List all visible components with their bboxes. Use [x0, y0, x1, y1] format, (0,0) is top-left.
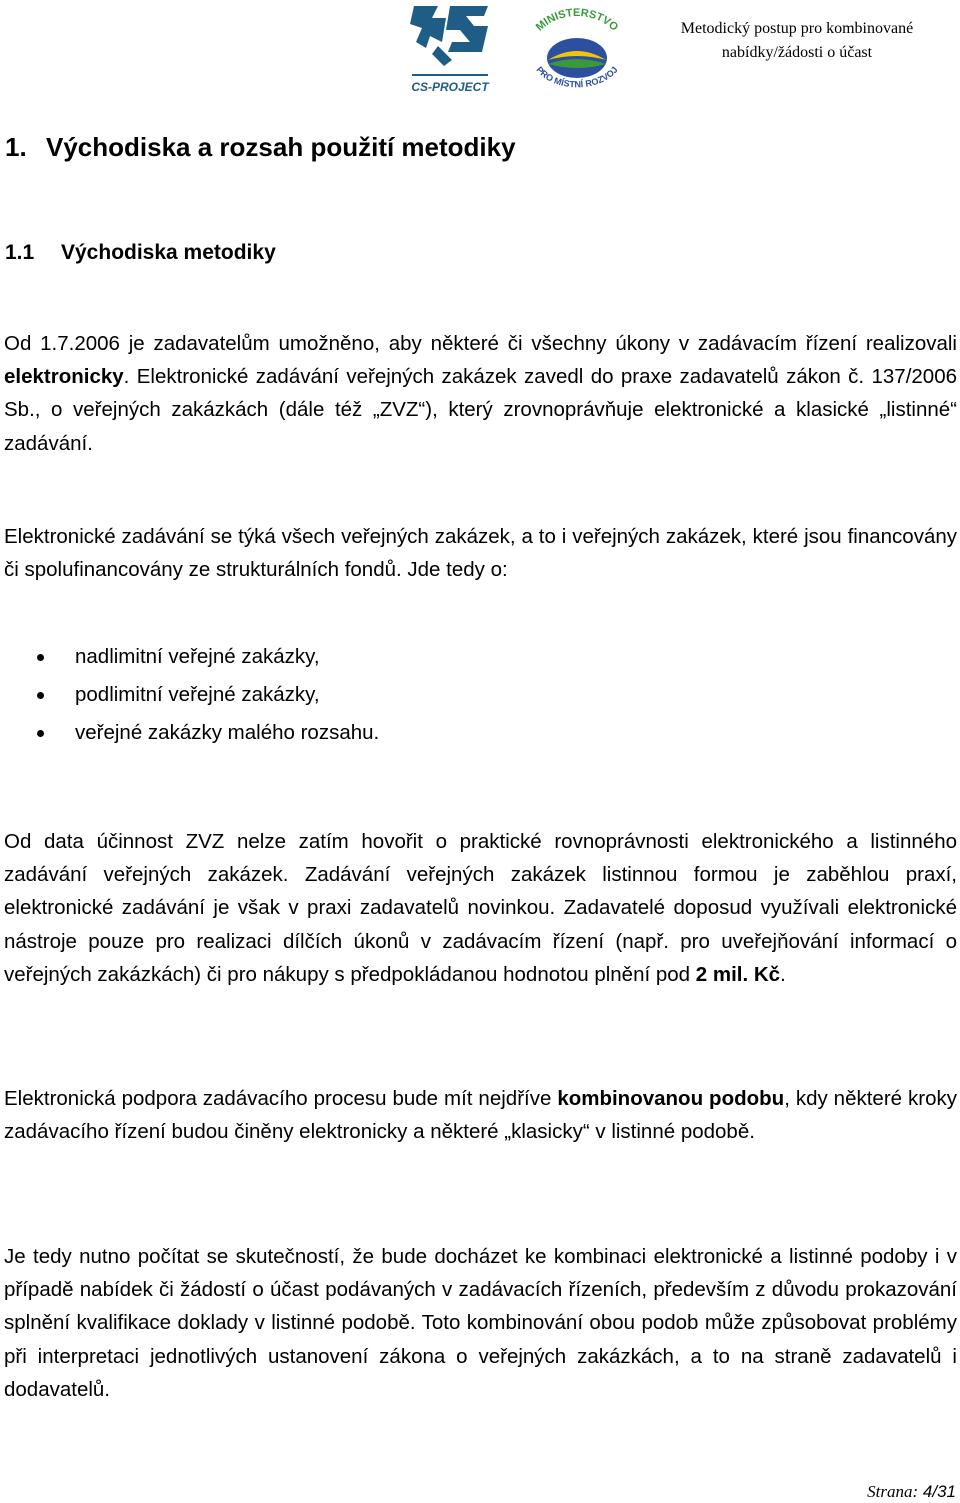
list-item: veřejné zakázky malého rozsahu. [0, 716, 900, 754]
subsection-heading [5, 238, 276, 268]
paragraph-4: Elektronická podpora zadávacího procesu bude mít nejdříve kombinovanou podobu, kdy některé kroky zadávacího řízení budou činěny elektronicky a některé „klasicky“ v listinné podobě. [4, 1087, 957, 1144]
section-title: Východiska a rozsah použití metodiky [46, 132, 516, 162]
document-title [662, 17, 932, 65]
page-number: 4/31 [922, 1482, 956, 1501]
list-item: podlimitní veřejné zakázky, [0, 678, 900, 716]
page-label: Strana: [867, 1482, 919, 1501]
document-title-line2: nabídky/žádosti o účast [721, 44, 873, 61]
bullet-list [0, 640, 900, 754]
page-header [0, 0, 960, 100]
bullet-icon [37, 654, 44, 661]
paragraph-2: Elektronické zadávání se týká všech veřejných zakázek, a to i veřejných zakázek, které jsou financovány či spolufinancovány ze strukturálních fondů. Jde tedy o: [4, 525, 957, 582]
section-heading [5, 129, 516, 165]
svg-text:CS-PROJECT: CS-PROJECT [411, 80, 489, 94]
list-item: nadlimitní veřejné zakázky, [0, 640, 900, 678]
ministry-logo [518, 4, 636, 94]
svg-text:MINISTERSTVO: MINISTERSTVO [533, 6, 621, 34]
svg-text:PRO MÍSTNÍ ROZVOJ: PRO MÍSTNÍ ROZVOJ [534, 64, 620, 90]
page-footer [867, 1481, 956, 1503]
document-title-line1: Metodický postup pro kombinované [680, 20, 914, 37]
bullet-icon [37, 692, 44, 699]
subsection-number: 1.1 [5, 241, 35, 264]
bullet-icon [37, 730, 44, 737]
section-number: 1. [5, 132, 27, 162]
paragraph-1: Od 1.7.2006 je zadavatelům umožněno, aby některé či všechny úkony v zadávacím řízení realizovali elektronicky. Elektronické zadávání veřejných zakázek zavedl do praxe zadavatelů zákon č. 137/2006 Sb., o veřejných zakázkách (dále též „ZVZ“), který zrovnoprávňuje elektronické a klasické „listinné“ zadávání. [4, 332, 957, 455]
subsection-title: Východiska metodiky [61, 241, 276, 264]
paragraph-3: Od data účinnost ZVZ nelze zatím hovořit o praktické rovnoprávnosti elektronického a listinného zadávání veřejných zakázek. Zadávání veřejných zakázek listinnou formou je zaběhlou praxí, elektronické zadávání je však v praxi zadavatelů novinkou. Zadavatelé doposud využívali elektronické nástroje pouze pro realizaci dílčích úkonů v zadávacím řízení (např. pro uveřejňování informací o veřejných zakázkách) či pro nákupy s předpokládanou hodnotou plnění pod 2 mil. Kč. [4, 830, 957, 986]
cs-project-logo [408, 2, 492, 96]
paragraph-5: Je tedy nutno počítat se skutečností, že bude docházet ke kombinaci elektronické a listinné podoby i v případě nabídek či žádostí o účast podávaných v zadávacích řízeních, především z důvodu prokazování splnění kvalifikace doklady v listinné podobě. Toto kombinování obou podob může způsobovat problémy při interpretaci jednotlivých ustanovení zákona o veřejných zakázkách, a to na straně zadavatelů i dodavatelů. [4, 1245, 957, 1401]
